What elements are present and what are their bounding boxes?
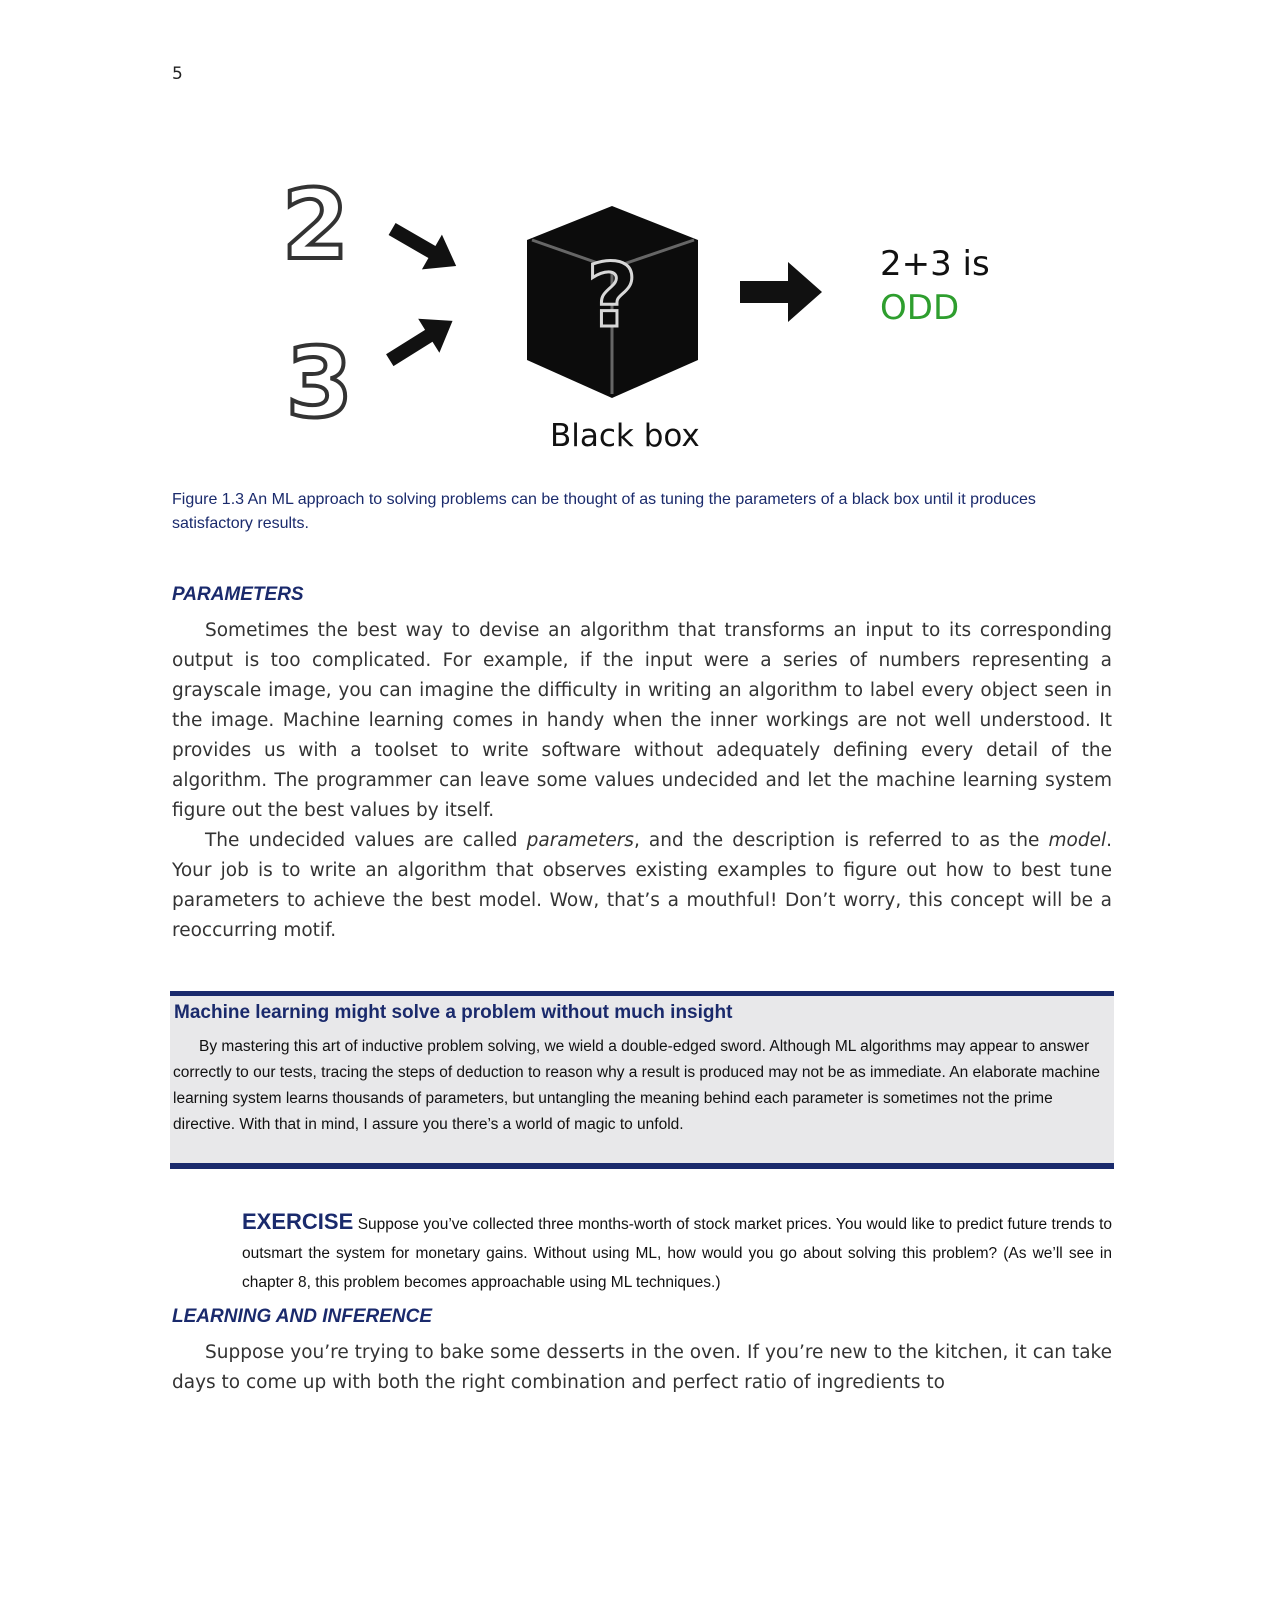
exercise-text: Suppose you’ve collected three months-worth of stock market prices. You would like to predict future trends to outsmart the system for monetary gains. Without using ML, how would you go about solving this problem? (As we’ll see in chapter 8, this problem becomes approachable using ML techniques.) xyxy=(242,1216,1112,1291)
output-expression: 2+3 is xyxy=(880,244,990,284)
question-mark-icon: ? xyxy=(586,244,638,347)
term-model: model xyxy=(1048,830,1107,851)
paragraph xyxy=(172,826,1112,946)
section-heading-learning: LEARNING AND INFERENCE xyxy=(172,1306,433,1327)
black-box-cube-icon xyxy=(527,206,698,398)
paragraph: Suppose you’re trying to bake some desserts in the oven. If you’re new to the kitchen, it can take days to come up with both the right combination and perfect ratio of ingredients to xyxy=(172,1342,1112,1393)
sidebar-body xyxy=(173,1034,1103,1138)
arrow-from-3-icon xyxy=(379,304,463,377)
text-run: , and the description is referred to as the xyxy=(633,830,1049,851)
input-digit-3: 3 xyxy=(286,327,353,439)
text-run: The undecided values are called xyxy=(205,830,527,851)
exercise-block xyxy=(242,1207,1112,1297)
parameters-body xyxy=(172,616,1112,946)
learning-body xyxy=(172,1338,1112,1398)
sidebar-title: Machine learning might solve a problem without much insight xyxy=(174,1002,733,1023)
black-box-figure xyxy=(270,168,1010,468)
text-run: . Your job is to write an algorithm that observes existing examples to figure out how to best tune parameters to achieve the best model. Wow, that’s a mouthful! Don’t worry, this concept will be a reoccurring motif. xyxy=(172,830,1112,941)
sidebar-paragraph: By mastering this art of inductive problem solving, we wield a double-edged sword. Although ML algorithms may appear to answer correctly to our tests, tracing the steps of deduction to reason why a result is produced may not be as immediate. An elaborate machine learning system learns thousands of parameters, but untangling the meaning behind each parameter is sometimes not the prime directive. With that in mind, I assure you there’s a world of magic to unfold. xyxy=(173,1038,1101,1133)
figure-caption: Figure 1.3 An ML approach to solving problems can be thought of as tuning the parameters of a black box until it produces satisfactory results. xyxy=(172,491,1036,532)
sidebar-box xyxy=(170,991,1114,1169)
input-digit-2: 2 xyxy=(282,169,349,281)
term-parameters: parameters xyxy=(526,830,634,851)
section-heading-parameters: PARAMETERS xyxy=(172,584,304,605)
black-box-label: Black box xyxy=(550,418,700,454)
arrow-from-2-icon xyxy=(382,212,466,284)
paragraph: Sometimes the best way to devise an algorithm that transforms an input to its corresponding output is too complicated. For example, if the input were a series of numbers representing a grayscale image, you can imagine the difficulty in writing an algorithm to label every object seen in the image. Machine learning comes in handy when the inner workings are not well understood. It provides us with a toolset to write software without adequately defining every detail of the algorithm. The programmer can leave some values undecided and let the machine learning system figure out the best values by itself. xyxy=(172,620,1112,821)
page-number: 5 xyxy=(172,64,183,84)
output-result: ODD xyxy=(880,288,960,328)
arrow-to-output-icon xyxy=(740,262,822,322)
exercise-label: EXERCISE xyxy=(242,1209,354,1234)
